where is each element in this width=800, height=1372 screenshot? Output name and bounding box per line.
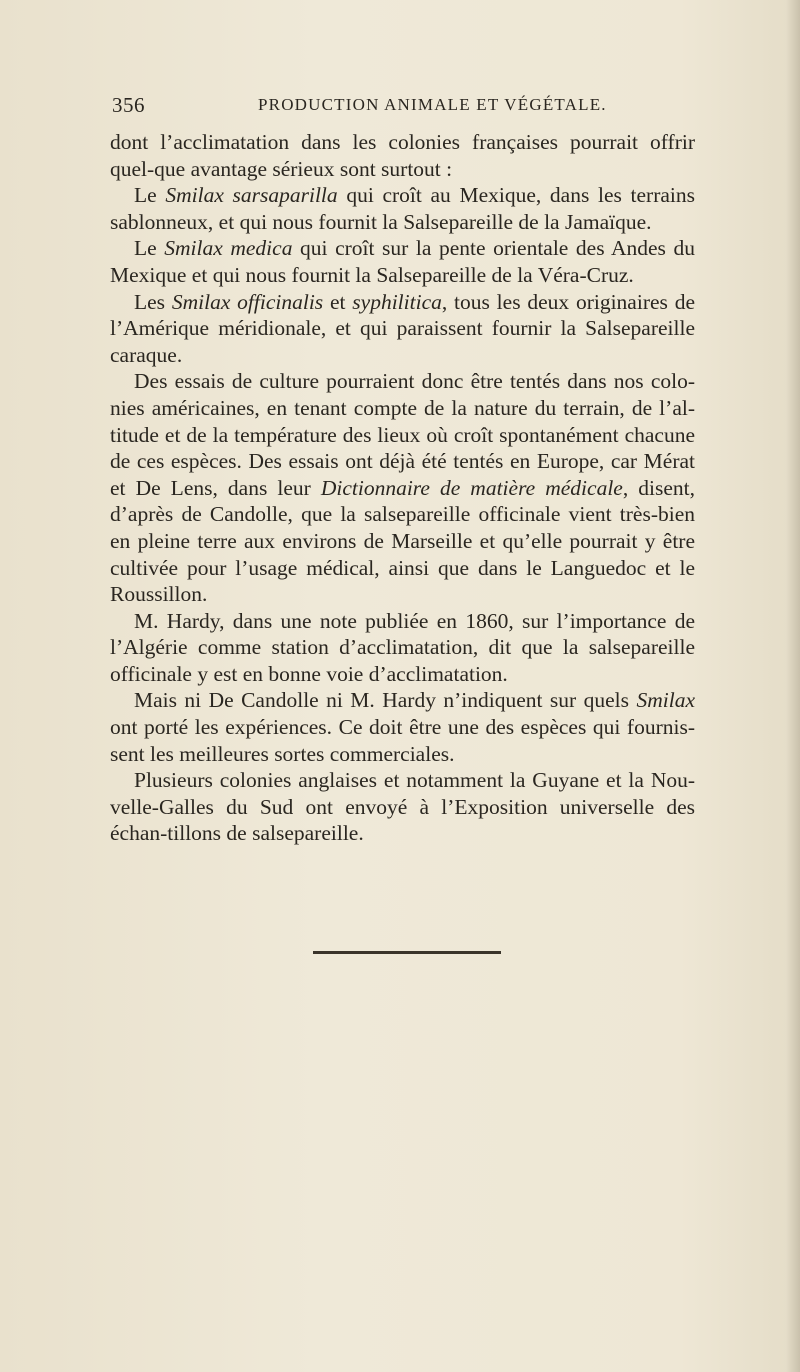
italic-term: Smilax officinalis: [171, 289, 324, 314]
paragraph: [110, 767, 695, 847]
page-header: [112, 93, 694, 115]
text-run: Des essais de culture pourraient donc être tentés dans nos colo-nies américaines, en tenant compte de la nature du terrain, de l’al-titude et de la température des lieux où croît spontanément chacune de ces espèces. Des essais ont déjà été tentés en Europe, car Mérat et De Lens, dans leur: [110, 369, 695, 500]
text-run: Plusieurs colonies anglaises et notamment la Guyane et la Nou-velle-Galles du Sud ont envoyé à l’Exposition universelle des échan-tillons de salsepareille.: [110, 768, 695, 846]
paragraph: [110, 129, 695, 182]
text-run: Le: [134, 236, 165, 261]
paragraph: [110, 608, 695, 688]
body-text: [110, 129, 695, 847]
text-run: ont porté les expériences. Ce doit être une des espèces qui fournis-sent les meilleures sortes commerciales.: [110, 715, 695, 766]
italic-term: Smilax medica: [164, 236, 293, 261]
section-end-rule: [313, 951, 501, 954]
paragraph: [110, 368, 695, 607]
page-edge-shadow: [786, 0, 800, 1372]
paragraph: [110, 289, 695, 369]
italic-term: Dictionnaire de matière médicale: [320, 475, 623, 500]
page-number: 356: [112, 93, 145, 117]
running-title: PRODUCTION ANIMALE ET VÉGÉTALE.: [258, 95, 607, 114]
text-run: M. Hardy, dans une note publiée en 1860, sur l’importance de l’Algérie comme station d’acclimatation, dit que la salsepareille officinale y est en bonne voie d’acclimatation.: [110, 608, 695, 686]
paragraph: [110, 687, 695, 767]
italic-term: syphilitica: [352, 289, 442, 314]
text-run: , disent, d’après de Candolle, que la salsepareille officinale vient très-bien en pleine terre aux environs de Marseille et qu’elle pourrait y être cultivée pour l’usage médical, ainsi que dans le Languedoc et le Roussillon.: [110, 475, 695, 607]
text-run: , tous les deux originaires de l’Amérique méridionale, et qui paraissent fournir la Salsepareille caraque.: [110, 289, 695, 367]
text-run: et: [323, 289, 353, 314]
italic-term: Smilax: [636, 688, 695, 713]
text-run: Les: [134, 289, 172, 314]
text-run: qui croît au Mexique, dans les terrains sablonneux, et qui nous fournit la Salsepareille de la Jamaïque.: [110, 183, 695, 234]
text-run: Le: [134, 183, 166, 208]
paragraph: [110, 182, 695, 235]
text-run: dont l’acclimatation dans les colonies françaises pourrait offrir quel-que avantage sérieux sont surtout :: [110, 130, 695, 181]
italic-term: Smilax sarsaparilla: [165, 183, 338, 208]
paragraph: [110, 235, 695, 288]
text-run: Mais ni De Candolle ni M. Hardy n’indiquent sur quels: [134, 688, 637, 713]
text-run: qui croît sur la pente orientale des Andes du Mexique et qui nous fournit la Salsepareille de la Véra-Cruz.: [110, 236, 695, 287]
